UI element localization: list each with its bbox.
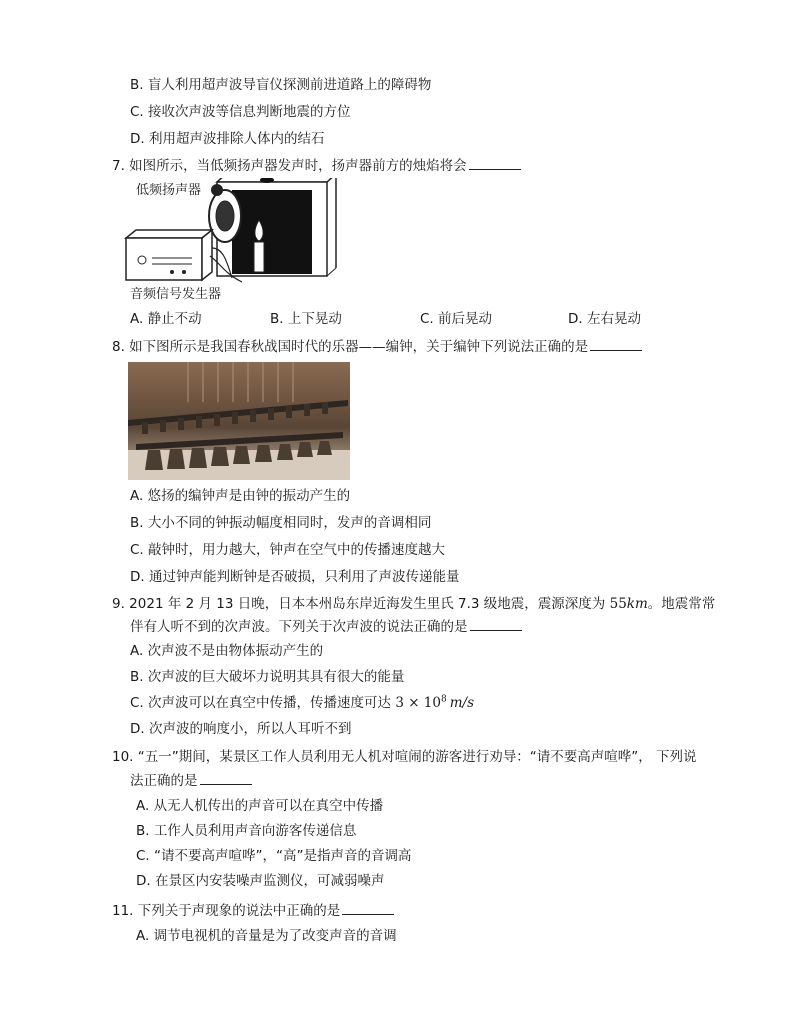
q10-option-a: A. 从无人机传出的声音可以在真空中传播 xyxy=(136,798,384,814)
q6-option-d: D. 利用超声波排除人体内的结石 xyxy=(130,131,325,147)
q10-option-c: C. “请不要高声喧哗”，“高”是指声音的音调高 xyxy=(136,848,412,864)
q9-option-a: A. 次声波不是由物体振动产生的 xyxy=(130,643,324,659)
answer-blank xyxy=(200,772,252,785)
q10-option-d: D. 在景区内安装噪声监测仪，可减弱噪声 xyxy=(136,873,385,889)
q11-stem: 11. 下列关于声现象的说法中正确的是 xyxy=(112,902,394,920)
q9-stem-line1: 9. 2021 年 2 月 13 日晚，日本本州岛东岸近海发生里氏 7.3 级地震，震源深度为 55km。地震常常 xyxy=(112,596,716,612)
q7-option-c: C. 前后晃动 xyxy=(420,311,493,327)
q8-stem: 8. 如下图所示是我国春秋战国时代的乐器——编钟，关于编钟下列说法正确的是 xyxy=(112,338,642,356)
speaker-candle-figure xyxy=(122,178,342,303)
answer-blank xyxy=(590,338,642,351)
candle xyxy=(254,242,264,272)
q8-option-d: D. 通过钟声能判断钟是否破损，只利用了声波传递能量 xyxy=(130,569,460,585)
generator-top xyxy=(126,230,212,238)
figure-label-speaker: 低频扬声器 xyxy=(136,183,202,198)
q7-stem: 7. 如图所示，当低频扬声器发声时，扬声器前方的烛焰将会 xyxy=(112,157,521,175)
q10-option-b: B. 工作人员利用声音向游客传递信息 xyxy=(136,823,357,839)
bianzhong-photo xyxy=(128,362,350,480)
answer-blank xyxy=(470,618,522,631)
answer-blank xyxy=(469,157,521,170)
q7-option-d: D. 左右晃动 xyxy=(568,311,641,327)
q8-option-a: A. 悠扬的编钟声是由钟的振动产生的 xyxy=(130,488,351,504)
q6-option-c: C. 接收次声波等信息判断地震的方位 xyxy=(130,104,351,120)
q10-stem-line2: 法正确的是 xyxy=(130,772,252,790)
box-interior xyxy=(232,190,312,274)
q10-stem-line1: 10. “五一”期间，某景区工作人员利用无人机对喧闹的游客进行劝导：“请不要高声喧哗”， 下列说 xyxy=(112,749,697,765)
signal-generator xyxy=(126,238,202,280)
q9-stem-line2: 伴有人听不到的次声波。下列关于次声波的说法正确的是 xyxy=(130,618,522,636)
q9-option-d: D. 次声波的响度小，所以人耳听不到 xyxy=(130,721,352,737)
figure-label-generator: 音频信号发生器 xyxy=(130,287,222,302)
q9-option-b: B. 次声波的巨大破坏力说明其具有很大的能量 xyxy=(130,669,405,685)
q9-option-c: C. 次声波可以在真空中传播，传播速度可达 $3 \times 10^8$ m/s xyxy=(130,694,474,711)
q8-option-b: B. 大小不同的钟振动幅度相同时，发声的音调相同 xyxy=(130,515,432,531)
answer-blank xyxy=(342,902,394,915)
q8-option-c: C. 敲钟时，用力越大，钟声在空气中的传播速度越大 xyxy=(130,542,446,558)
q11-option-a: A. 调节电视机的音量是为了改变声音的音调 xyxy=(136,928,397,944)
q7-option-b: B. 上下晃动 xyxy=(270,311,342,327)
q7-option-a: A. 静止不动 xyxy=(130,311,202,327)
speaker-knob xyxy=(211,184,223,196)
q6-option-b: B. 盲人利用超声波导盲仪探测前进道路上的障碍物 xyxy=(130,77,432,93)
